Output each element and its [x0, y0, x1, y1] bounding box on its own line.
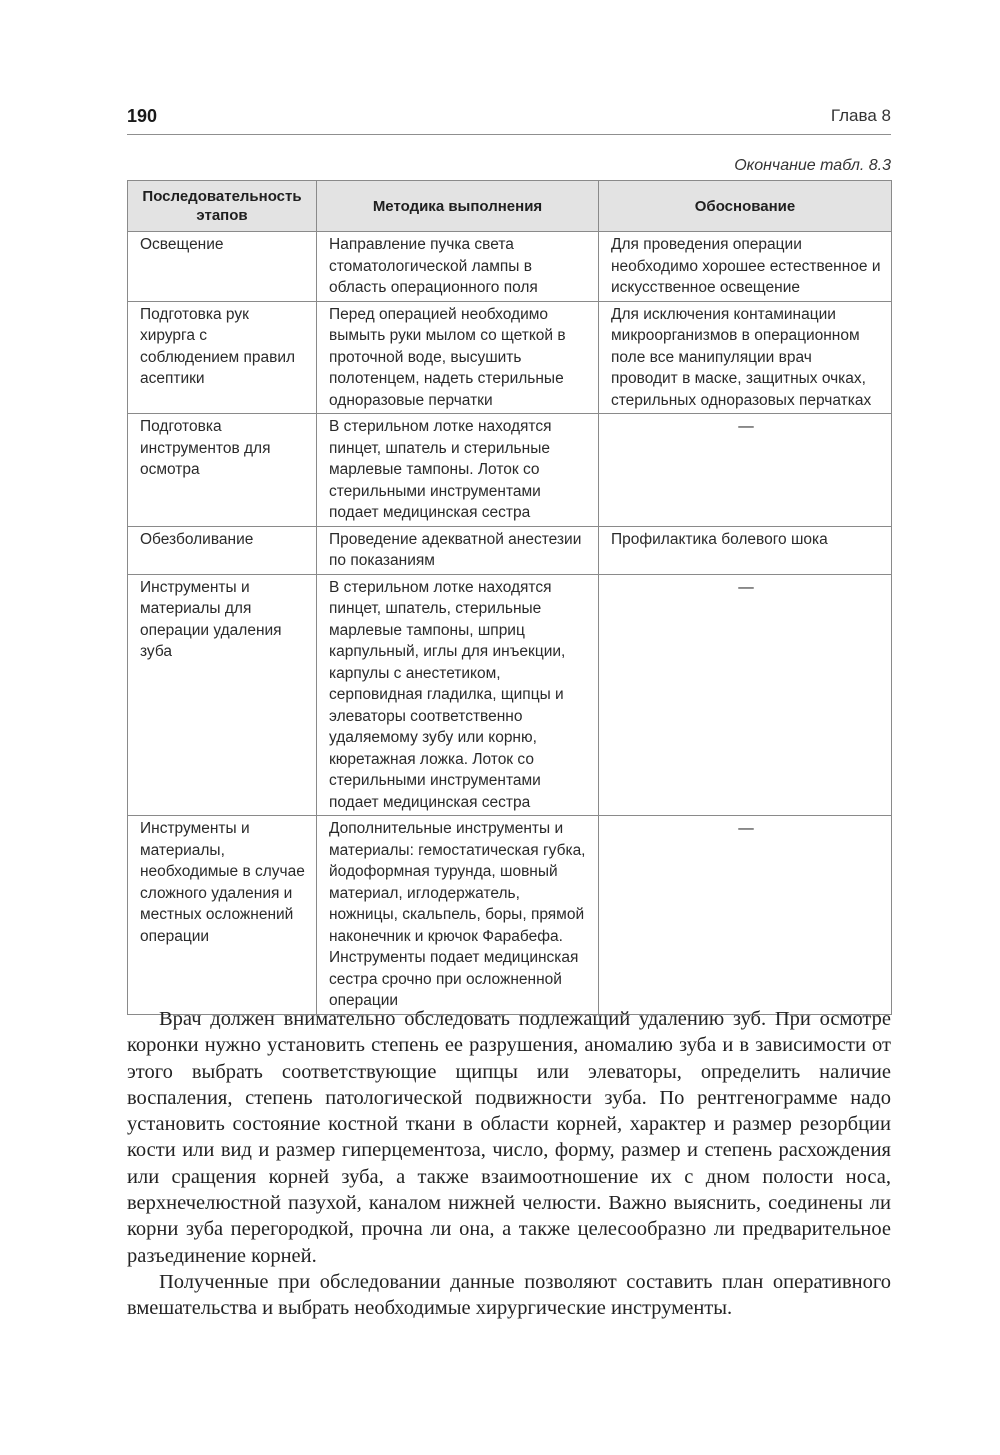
- cell-stage: Подготовка инструментов для осмотра: [128, 414, 317, 527]
- cell-method: Проведение адекватной анестезии по показаниям: [317, 526, 599, 574]
- cell-method: Перед операцией необходимо вымыть руки мылом со щеткой в проточной воде, высушить полотенцем, надеть стерильные одноразовые перчатки: [317, 301, 599, 414]
- cell-rationale: Для исключения контаминации микроорганизмов в операционном поле все манипуляции врач проводит в маске, защитных очках, стерильных одноразовых перчатках: [599, 301, 892, 414]
- table-row: [128, 301, 892, 414]
- cell-method: В стерильном лотке находятся пинцет, шпатель, стерильные марлевые тампоны, шприц карпульный, иглы для инъекции, карпулы с анестетиком, серповидная гладилка, щипцы и элеваторы соответственно удаляемому зубу или корню, кюретажная ложка. Лоток со стерильными инструментами подает медицинская сестра: [317, 574, 599, 816]
- procedure-table: [127, 180, 892, 1015]
- cell-method: В стерильном лотке находятся пинцет, шпатель и стерильные марлевые тампоны. Лоток со стерильными инструментами подает медицинская сестра: [317, 414, 599, 527]
- cell-stage: Инструменты и материалы для операции удаления зуба: [128, 574, 317, 816]
- cell-stage: Инструменты и материалы, необходимые в случае сложного удаления и местных осложнений операции: [128, 816, 317, 1015]
- table-row: [128, 526, 892, 574]
- chapter-title: Глава 8: [830, 106, 891, 125]
- paragraph: Врач должен внимательно обследовать подлежащий удалению зуб. При осмотре коронки нужно установить степень ее разрушения, аномалию зуба и в зависимости от этого выбрать соответствующие щипцы или элеваторы, определить наличие воспаления, степень патологической подвижности зуба. По рентгенограмме надо установить состояние костной ткани в области корней, характер и размер резорбции кости или вид и размер гиперцементоза, число, форму, размер и степень расхождения или сращения корней зуба, а также взаимоотношение их с дном полости носа, верхнечелюстной пазухой, каналом нижней челюсти. Важно выяснить, соединены ли корни зуба перегородкой, прочна ли она, а также целесообразно ли предварительное разъединение корней.: [127, 1008, 891, 1267]
- cell-rationale: Для проведения операции необходимо хорошее естественное и искусственное освещение: [599, 232, 892, 302]
- table-body: [128, 232, 892, 1015]
- table-caption: Окончание табл. 8.3: [734, 157, 891, 174]
- body-text: [127, 1006, 891, 1322]
- table-row: [128, 816, 892, 1015]
- cell-rationale: —: [599, 816, 892, 1015]
- column-header-method: Методика выполнения: [317, 181, 599, 232]
- table-header: [128, 181, 892, 232]
- column-header-stage: Последовательность этапов: [128, 181, 317, 232]
- column-header-rationale: Обоснование: [599, 181, 892, 232]
- page-number: 190: [127, 106, 158, 126]
- cell-rationale: —: [599, 574, 892, 816]
- table-row: [128, 232, 892, 302]
- cell-method: Направление пучка света стоматологической лампы в область операционного поля: [317, 232, 599, 302]
- cell-rationale: —: [599, 414, 892, 527]
- running-head: [127, 104, 891, 135]
- cell-stage: Освещение: [128, 232, 317, 302]
- cell-method: Дополнительные инструменты и материалы: гемостатическая губка, йодоформная турунда, шовный материал, иглодержатель, ножницы, скальпель, боры, прямой наконечник и крючок Фарабефа. Инструменты подает медицинская сестра срочно при осложненной операции: [317, 816, 599, 1015]
- table-row: [128, 414, 892, 527]
- cell-stage: Подготовка рук хирурга с соблюдением правил асептики: [128, 301, 317, 414]
- cell-rationale: Профилактика болевого шока: [599, 526, 892, 574]
- cell-stage: Обезболивание: [128, 526, 317, 574]
- table-row: [128, 574, 892, 816]
- paragraph: Полученные при обследовании данные позволяют составить план оперативного вмешательства и выбрать необходимые хирургические инструменты.: [127, 1270, 891, 1320]
- header-row: [128, 181, 892, 232]
